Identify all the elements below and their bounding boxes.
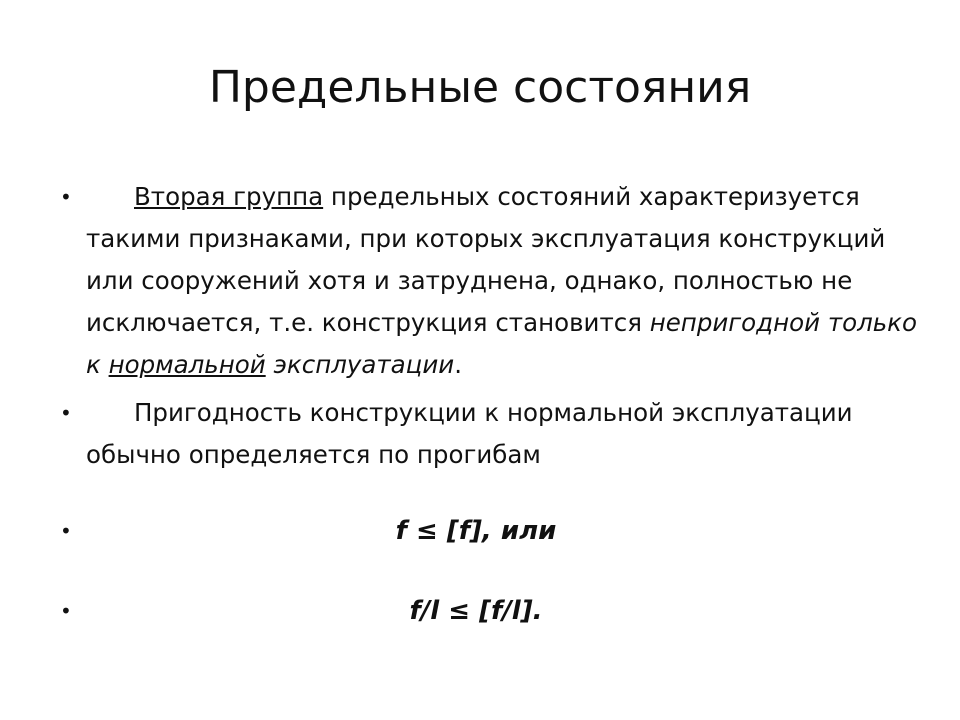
italic-phrase-end: эксплуатации — [265, 350, 455, 379]
formula-deflection: f ≤ [f], или — [395, 516, 557, 546]
sentence-period: . — [454, 350, 462, 379]
italic-phrase: непригодной только к — [86, 308, 917, 379]
formula-relative-deflection: f/l ≤ [f/l]. — [409, 596, 543, 626]
bullet-text-body: предельных состояний характеризуется такими признаками, при которых эксплуатация конструкций или сооружений хотя и затруднена, однако, полностью не исключается, т.е. конструкция становится — [86, 182, 886, 337]
bullet-item-formula-2 — [60, 590, 946, 632]
bullet-item-second-group — [60, 176, 920, 386]
bullet-item-formula-1 — [60, 510, 946, 552]
bullet-text-body: Пригодность конструкции к нормальной эксплуатации обычно определяется по прогибам — [86, 398, 853, 469]
bullet-list — [60, 176, 920, 626]
underlined-term-second-group: Вторая группа — [134, 182, 324, 211]
bullet-dot-icon: • — [60, 185, 72, 209]
bullet-text — [86, 176, 920, 386]
bullet-dot-icon: • — [60, 401, 72, 425]
bullet-dot-icon: • — [60, 599, 72, 623]
italic-underlined-term: нормальной — [108, 350, 266, 379]
bullet-dot-icon: • — [60, 519, 72, 543]
bullet-text — [86, 392, 920, 476]
bullet-item-serviceability — [60, 392, 920, 476]
slide-title: Предельные состояния — [208, 62, 752, 113]
